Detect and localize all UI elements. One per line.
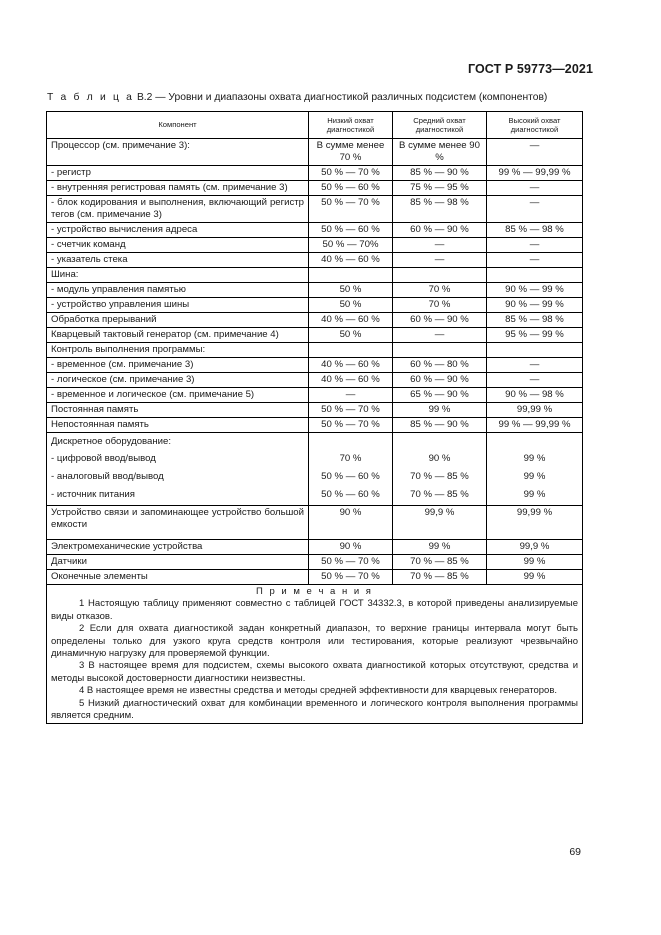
cell-high: — — [487, 139, 583, 166]
cell-component: Кварцевый тактовый генератор (см. примечание 4) — [47, 328, 309, 343]
cell-component: - устройство вычисления адреса — [47, 223, 309, 238]
cell-component: Постоянная память — [47, 403, 309, 418]
cell-component: - регистр — [47, 166, 309, 181]
cell-medium — [393, 268, 487, 283]
cell-low: 90 % — [309, 506, 393, 540]
cell-component — [47, 433, 309, 506]
cell-medium: 70 % — [393, 283, 487, 298]
caption-text: В.2 — Уровни и диапазоны охвата диагностикой различных подсистем (компонентов) — [134, 92, 548, 103]
cell-component: Оконечные элементы — [47, 570, 309, 585]
cell-medium — [393, 343, 487, 358]
cell-medium: 70 % — 85 % — [393, 570, 487, 585]
table-row — [47, 298, 583, 313]
cell-low: 40 % — 60 % — [309, 253, 393, 268]
cell-low: 50 % — 70 % — [309, 166, 393, 181]
discrete-title: Дискретное оборудование: — [51, 436, 172, 447]
cell-low — [309, 433, 393, 506]
standard-code: ГОСТ Р 59773—2021 — [467, 62, 593, 76]
cell-component: - временное (см. примечание 3) — [47, 358, 309, 373]
discrete-item: - источник питания — [51, 489, 135, 500]
cell-high: 99,99 % — [487, 403, 583, 418]
cell-component: Контроль выполнения программы: — [47, 343, 309, 358]
cell-component: Шина: — [47, 268, 309, 283]
cell-low: 40 % — 60 % — [309, 373, 393, 388]
cell-high: — — [487, 358, 583, 373]
table-row — [47, 506, 583, 540]
table-row — [47, 166, 583, 181]
cell-low: 40 % — 60 % — [309, 313, 393, 328]
discrete-value: 99 % — [523, 489, 546, 500]
col-header-low: Низкий охват диагностикой — [309, 112, 393, 139]
cell-low: 50 % — 60 % — [309, 181, 393, 196]
table-row — [47, 238, 583, 253]
note-item: 4 В настоящее время не известны средства и методы средней эффективности для кварцевых генераторов. — [79, 685, 558, 697]
cell-low: 50 % — [309, 283, 393, 298]
table-header-row — [47, 112, 583, 139]
discrete-item: - аналоговый ввод/вывод — [51, 471, 164, 482]
discrete-value: 50 % — 60 % — [321, 471, 380, 482]
table-row — [47, 283, 583, 298]
table-row — [47, 418, 583, 433]
notes-row — [47, 585, 583, 724]
cell-medium: 60 % — 90 % — [393, 313, 487, 328]
table-row — [47, 373, 583, 388]
table-row — [47, 313, 583, 328]
cell-component: - внутренняя регистровая память (см. примечание 3) — [47, 181, 309, 196]
cell-high: 99 % — 99,99 % — [487, 166, 583, 181]
cell-low: 50 % — [309, 328, 393, 343]
cell-medium — [393, 433, 487, 506]
table-row-discrete — [47, 433, 583, 506]
cell-medium: 85 % — 90 % — [393, 166, 487, 181]
cell-high: 90 % — 98 % — [487, 388, 583, 403]
cell-component: - счетчик команд — [47, 238, 309, 253]
cell-low: 50 % — 70 % — [309, 555, 393, 570]
cell-high: 90 % — 99 % — [487, 283, 583, 298]
cell-high — [487, 433, 583, 506]
table-row — [47, 570, 583, 585]
cell-high: 99 % — [487, 555, 583, 570]
cell-high: — — [487, 253, 583, 268]
cell-low: 90 % — [309, 540, 393, 555]
table-row — [47, 268, 583, 283]
cell-medium: — — [393, 238, 487, 253]
cell-medium: 99 % — [393, 403, 487, 418]
table-caption — [47, 92, 547, 103]
cell-high: — — [487, 181, 583, 196]
cell-component: Датчики — [47, 555, 309, 570]
discrete-value: 50 % — 60 % — [321, 489, 380, 500]
table-row — [47, 328, 583, 343]
cell-medium: 85 % — 98 % — [393, 196, 487, 223]
cell-medium: В сумме менее 90 % — [393, 139, 487, 166]
cell-high: 90 % — 99 % — [487, 298, 583, 313]
cell-component: Обработка прерываний — [47, 313, 309, 328]
table-row — [47, 181, 583, 196]
cell-high — [487, 268, 583, 283]
table-row — [47, 196, 583, 223]
cell-high — [487, 343, 583, 358]
cell-low: 50 % — 70 % — [309, 418, 393, 433]
table-row — [47, 223, 583, 238]
cell-low: — — [309, 388, 393, 403]
table-row — [47, 253, 583, 268]
cell-medium: 85 % — 90 % — [393, 418, 487, 433]
cell-component: - указатель стека — [47, 253, 309, 268]
cell-high: 85 % — 98 % — [487, 223, 583, 238]
table-row — [47, 343, 583, 358]
cell-low: 50 % — 70% — [309, 238, 393, 253]
note-item: 3 В настоящее время для подсистем, схемы высокого охвата диагностикой которых отсутствуют, средства и методы высокой достоверности диагностики неизвестны. — [51, 660, 578, 684]
table-row — [47, 555, 583, 570]
discrete-value: 70 % — 85 % — [410, 489, 469, 500]
caption-label: Т а б л и ц а — [47, 92, 135, 103]
col-header-medium: Средний охват диагностикой — [393, 112, 487, 139]
discrete-item: - цифровой ввод/вывод — [51, 453, 156, 464]
cell-low: 40 % — 60 % — [309, 358, 393, 373]
coverage-table — [46, 111, 583, 724]
cell-medium: 99 % — [393, 540, 487, 555]
cell-component: - блок кодирования и выполнения, включающий регистр тегов (см. примечание 3) — [47, 196, 309, 223]
cell-high: 99 % — [487, 570, 583, 585]
discrete-value: 99 % — [523, 453, 546, 464]
cell-component: - модуль управления памятью — [47, 283, 309, 298]
cell-high: — — [487, 373, 583, 388]
cell-medium: 75 % — 95 % — [393, 181, 487, 196]
cell-medium: 65 % — 90 % — [393, 388, 487, 403]
cell-component: Устройство связи и запоминающее устройство большой емкости — [47, 506, 309, 540]
cell-high: — — [487, 238, 583, 253]
table-row — [47, 139, 583, 166]
cell-component: Непостоянная память — [47, 418, 309, 433]
cell-component: Электромеханические устройства — [47, 540, 309, 555]
table-row — [47, 403, 583, 418]
cell-medium: 70 % — [393, 298, 487, 313]
cell-medium: 60 % — 90 % — [393, 373, 487, 388]
discrete-value: 99 % — [523, 471, 546, 482]
cell-low — [309, 343, 393, 358]
note-item: 2 Если для охвата диагностикой задан конкретный диапазон, то верхние границы интервала могут быть определены только для узкого круга средств контроля или тестирования, которые реализуют чрезвычайно динамичную нагрузку для проверяемой функции. — [51, 623, 578, 660]
cell-high: 99,9 % — [487, 540, 583, 555]
cell-component: Процессор (см. примечание 3): — [47, 139, 309, 166]
table-row — [47, 540, 583, 555]
cell-medium: 99,9 % — [393, 506, 487, 540]
cell-low: 50 % — 70 % — [309, 403, 393, 418]
cell-high: 99,99 % — [487, 506, 583, 540]
note-item: 1 Настоящую таблицу применяют совместно с таблицей ГОСТ 34332.3, в которой приведены анализируемые виды отказов. — [51, 598, 578, 622]
cell-low: В сумме менее 70 % — [309, 139, 393, 166]
table-row — [47, 358, 583, 373]
discrete-value: 90 % — [428, 453, 451, 464]
note-item: 5 Низкий диагностический охват для комбинации временного и логического контроля выполнения программы является средним. — [51, 697, 578, 722]
cell-component: - устройство управления шины — [47, 298, 309, 313]
cell-low — [309, 268, 393, 283]
cell-medium: 60 % — 90 % — [393, 223, 487, 238]
cell-medium: 70 % — 85 % — [393, 555, 487, 570]
page-number: 69 — [569, 846, 581, 858]
cell-high: — — [487, 196, 583, 223]
cell-medium: 60 % — 80 % — [393, 358, 487, 373]
col-header-high: Высокий охват диагностикой — [487, 112, 583, 139]
cell-low: 50 % — 60 % — [309, 223, 393, 238]
table-row — [47, 388, 583, 403]
cell-medium: — — [393, 328, 487, 343]
cell-low: 50 % — [309, 298, 393, 313]
discrete-value: 70 % — [339, 453, 362, 464]
cell-medium: — — [393, 253, 487, 268]
discrete-value: 70 % — 85 % — [410, 471, 469, 482]
cell-component: - логическое (см. примечание 3) — [47, 373, 309, 388]
cell-low: 50 % — 70 % — [309, 570, 393, 585]
cell-high: 95 % — 99 % — [487, 328, 583, 343]
cell-low: 50 % — 70 % — [309, 196, 393, 223]
cell-high: 99 % — 99,99 % — [487, 418, 583, 433]
col-header-component: Компонент — [47, 112, 309, 139]
cell-high: 85 % — 98 % — [487, 313, 583, 328]
table-notes — [47, 585, 583, 724]
cell-component: - временное и логическое (см. примечание 5) — [47, 388, 309, 403]
notes-title: П р и м е ч а н и я — [256, 586, 373, 597]
